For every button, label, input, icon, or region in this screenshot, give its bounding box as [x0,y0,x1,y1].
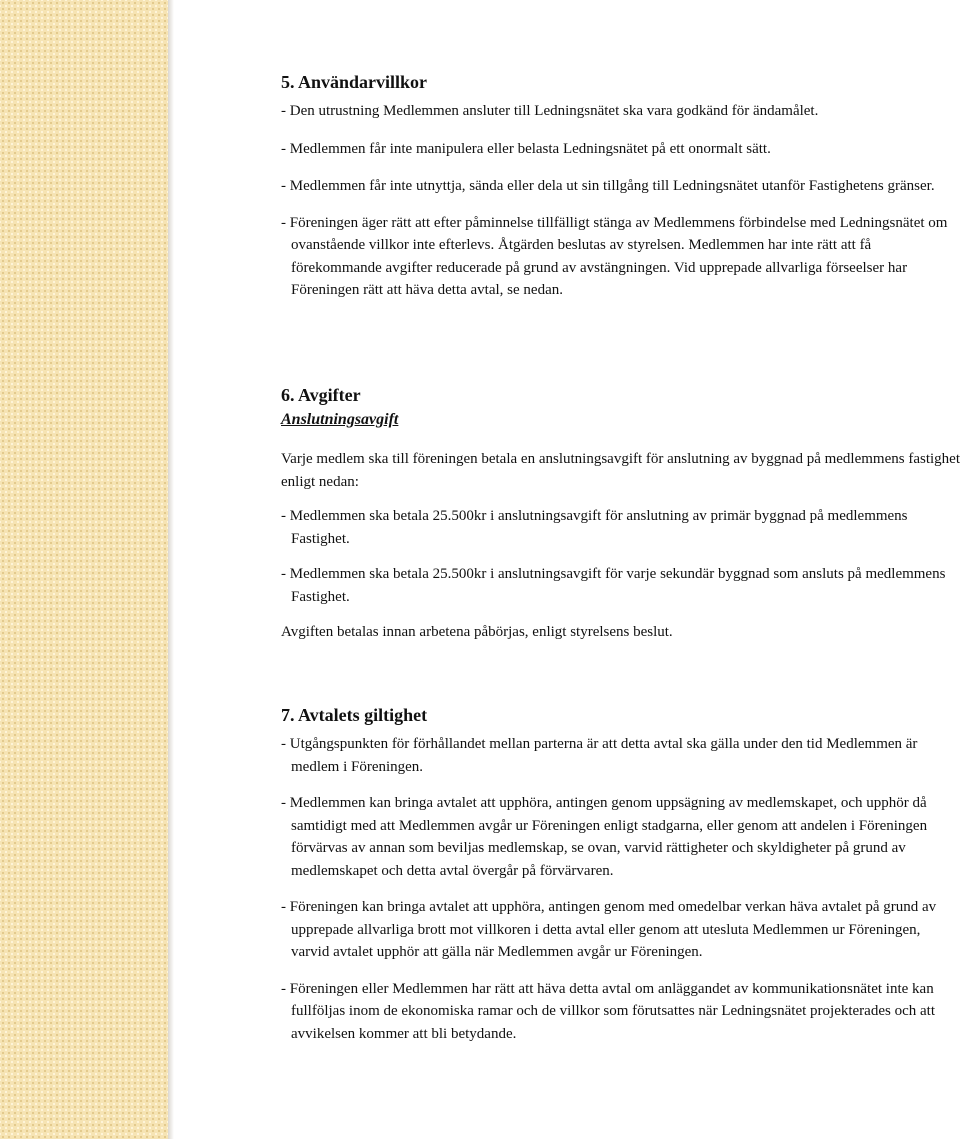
section-5-item-4: - Föreningen äger rätt att efter påminnelse tillfälligt stänga av Medlemmens förbindelse med Ledningsnätet om ovanstående villkor inte efterlevs. Åtgärden beslutas av styrelsen. Medlemmen har inte rätt att få förekommande avgifter reducerade på grund av avstängningen. Vid upprepade allvarliga förseelser har Föreningen rätt att häva detta avtal, se nedan. [281,214,948,298]
section-6-item-1: - Medlemmen ska betala 25.500kr i anslutningsavgift för anslutning av primär byggnad på medlemmens Fastighet. [281,508,908,547]
section-6-subheading: Anslutningsavgift [281,411,399,428]
section-5-item-3: - Medlemmen får inte utnyttja, sända eller dela ut sin tillgång till Ledningsnätet utanför Fastighetens gränser. [281,178,935,194]
section-7-item-1: - Utgångspunkten för förhållandet mellan parterna är att detta avtal ska gälla under den tid Medlemmen är medlem i Föreningen. [281,736,918,775]
section-6-item-2: - Medlemmen ska betala 25.500kr i anslutningsavgift för varje sekundär byggnad som ansluts på medlemmens Fastighet. [281,566,946,605]
section-5-item-2: - Medlemmen får inte manipulera eller belasta Ledningsnätet på ett onormalt sätt. [281,140,771,157]
section-6-heading: 6. Avgifter [281,385,361,405]
section-6-intro: Varje medlem ska till föreningen betala en anslutningsavgift för anslutning av byggnad på medlemmens fastighet enligt nedan: [281,451,960,490]
decorative-side-panel [0,0,168,1139]
section-7-item-4: - Föreningen eller Medlemmen har rätt att häva detta avtal om anläggandet av kommunikationsnätet inte kan fullföljas inom de ekonomiska ramar och de villkor som förutsattes när Ledningsnätet projekterades och att avvikelsen kommer att bli betydande. [281,980,935,1042]
section-5-heading: 5. Användarvillkor [281,72,428,92]
section-5 [281,70,960,302]
page-edge-shadow [168,0,174,1139]
section-5-item-1: - Den utrustning Medlemmen ansluter till Ledningsnätet ska vara godkänd för ändamålet. [281,103,819,119]
section-6 [281,383,960,644]
section-7-heading: 7. Avtalets giltighet [281,705,428,725]
section-7-item-2: - Medlemmen kan bringa avtalet att upphöra, antingen genom uppsägning av medlemskapet, och upphör då samtidigt med att Medlemmen avgår ur Föreningen enligt stadgarna, eller genom att andelen i Föreningen förvärvas av annan som beviljas medlemskap, se ovan, varvid rättigheter och skyldigheter på grund av medlemskapet och detta avtal övergår på förvärvaren. [281,795,928,879]
section-6-closing: Avgiften betalas innan arbetena påbörjas, enligt styrelsens beslut. [281,624,673,640]
section-7 [281,703,960,1045]
section-7-item-3: - Föreningen kan bringa avtalet att upphöra, antingen genom med omedelbar verkan häva avtalet på grund av upprepade allvarliga brott mot villkoren i detta avtal eller genom att utesluta Medlemmen ur Föreningen, varvid avtalet upphör att gälla när Medlemmen avgår ur Föreningen. [281,899,937,960]
